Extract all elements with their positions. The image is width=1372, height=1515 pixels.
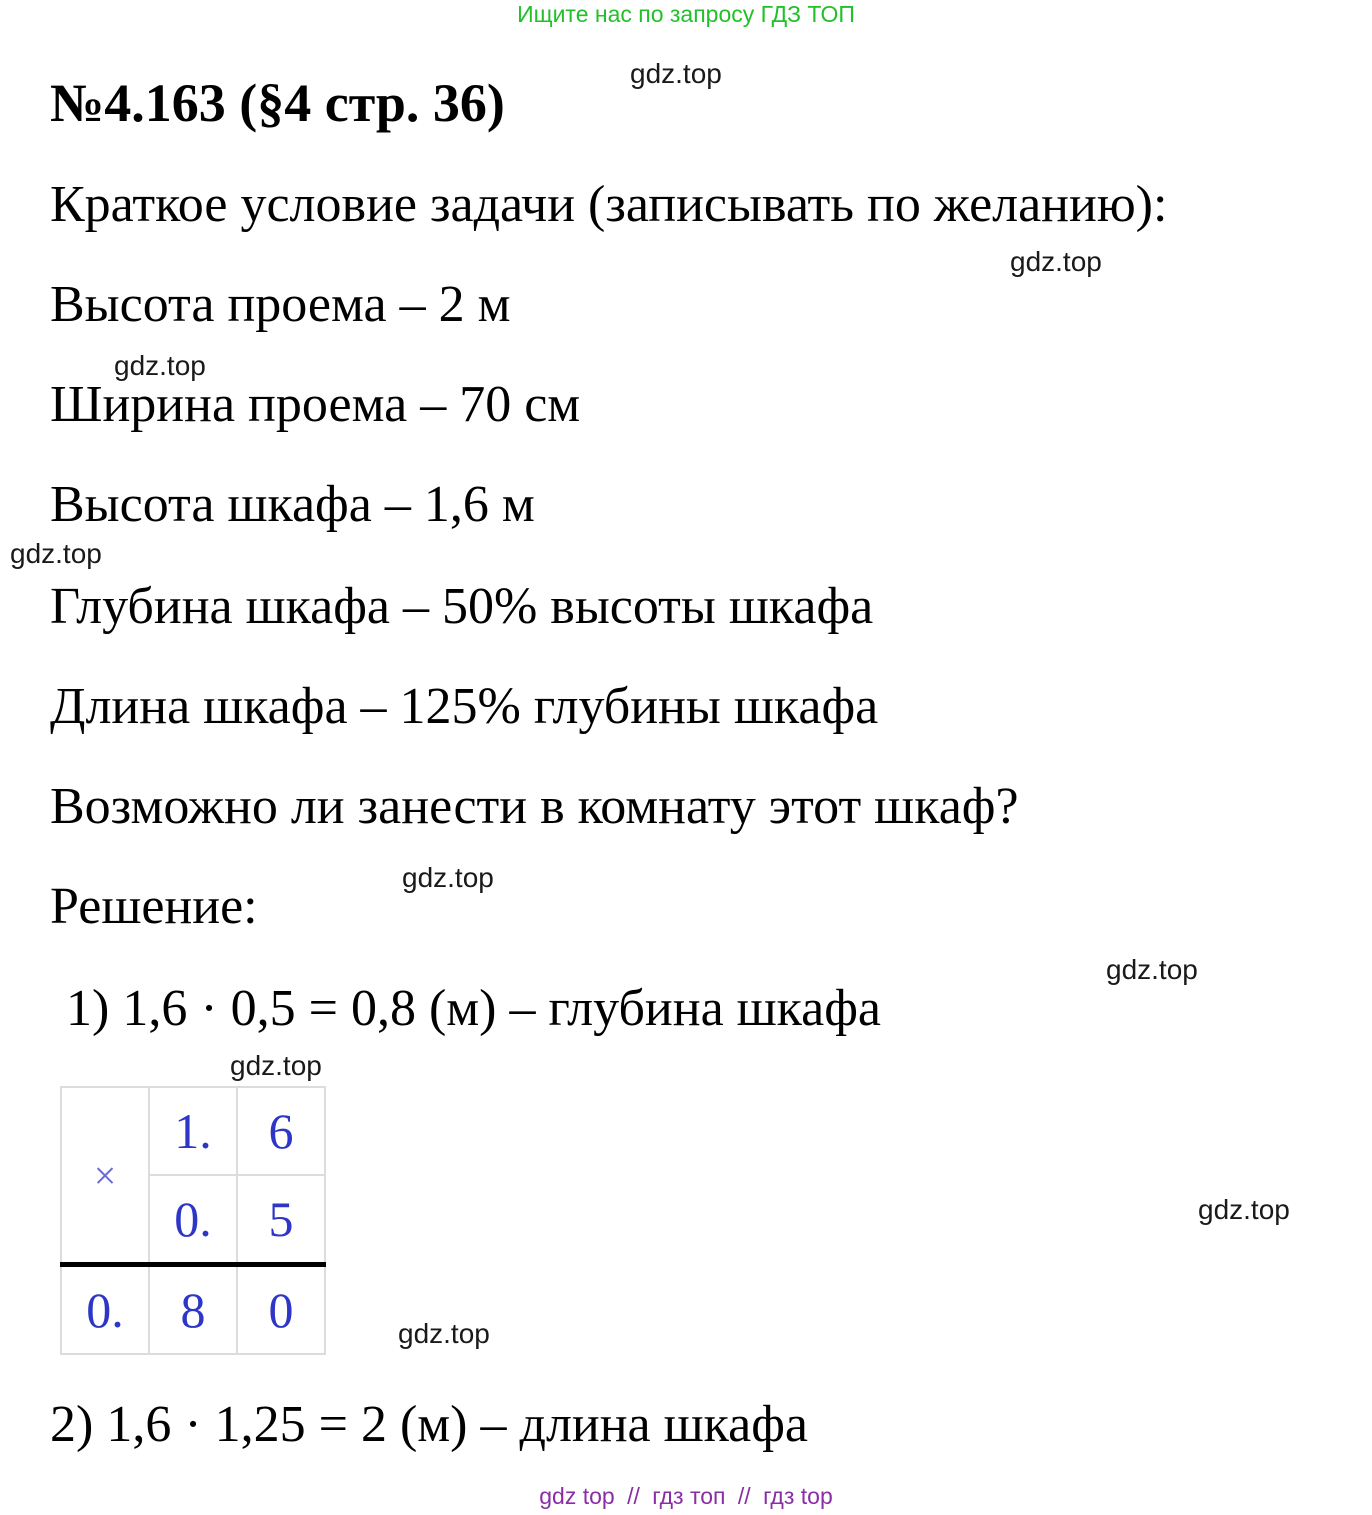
solution-heading: Решение: [50,878,258,935]
condition-line-cabinet-depth: Глубина шкафа – 50% высоты шкафа [50,578,874,635]
calc-cell: 8 [149,1265,237,1355]
condition-line-opening-width: Ширина проема – 70 см [50,376,581,433]
watermark: gdz.top [398,1318,490,1349]
watermark: gdz.top [230,1050,322,1081]
footer-separator: // [737,1483,751,1509]
calc-cell: 0 [237,1265,325,1355]
footer-link[interactable]: gdz top [539,1483,615,1509]
top-banner[interactable]: Ищите нас по запросу ГДЗ ТОП [517,1,855,27]
condition-line-cabinet-height: Высота шкафа – 1,6 м [50,476,535,533]
calc-cell: 0. [61,1265,149,1355]
footer-links [0,1482,1372,1510]
watermark: gdz.top [1106,954,1198,985]
watermark: gdz.top [630,58,722,89]
solution-step-1: 1) 1,6 · 0,5 = 0,8 (м) – глубина шкафа [66,980,882,1037]
calc-cell: 5 [237,1175,325,1265]
calc-cell: 1. [149,1087,237,1175]
column-multiplication-table [60,1086,326,1355]
calc-cell: 0. [149,1175,237,1265]
watermark: gdz.top [10,538,102,569]
calc-row-result [61,1265,325,1355]
condition-question: Возможно ли занести в комнату этот шкаф? [50,778,1019,835]
calc-cell: 6 [237,1087,325,1175]
condition-line-cabinet-length: Длина шкафа – 125% глубины шкафа [50,678,879,735]
watermark: gdz.top [1198,1194,1290,1225]
watermark: gdz.top [402,862,494,893]
watermark: gdz.top [1010,246,1102,277]
condition-heading: Краткое условие задачи (записывать по желанию): [50,176,1168,233]
calc-row-multiplicand [61,1087,325,1175]
footer-link[interactable]: гдз топ [652,1483,726,1509]
multiply-sign: × [61,1087,149,1265]
solution-step-2: 2) 1,6 · 1,25 = 2 (м) – длина шкафа [50,1396,809,1453]
watermark: gdz.top [114,350,206,381]
condition-line-opening-height: Высота проема – 2 м [50,276,511,333]
footer-separator: // [627,1483,640,1509]
footer-link[interactable]: гдз top [763,1483,833,1509]
page-title: №4.163 (§4 стр. 36) [50,73,505,133]
